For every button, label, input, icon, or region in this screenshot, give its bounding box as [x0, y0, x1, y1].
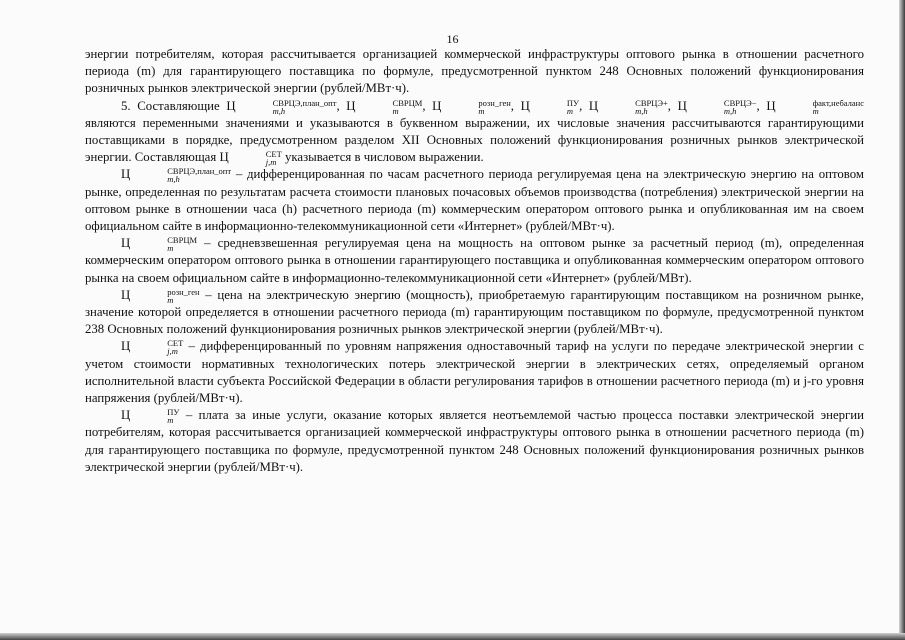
paragraph-5: 5. Составляющие Ц СВРЦЭ,план_опт m,h , Ц СВРЦМ m , Ц розн_ген m , Ц ПУ m , Ц СВРЦЭ+ m,h , Ц СВРЦЭ− m,h , Ц факт,небаланс m являются переменными значениями и указываются в буквенном выражении, их числовые значения рассчитываются гарантирующими поставщиками в порядке, предусмотренном разделом XII Основных положений функционирования розничных рынков электрической энергии. Составляющая Ц СЕТ j,m указывается в числовом выражении. — [85, 97, 864, 168]
symbol-svrce-plus: Ц СВРЦЭ+ m,h — [588, 97, 668, 116]
definition-symbol: Ц СЕТ j,m — [121, 338, 184, 357]
definition-symbol: Ц ПУ m — [121, 407, 180, 426]
page-number: 16 — [446, 32, 459, 46]
symbol-svrce-plan-opt: Ц СВРЦЭ,план_опт m,h — [226, 97, 337, 116]
definition-pu — [85, 407, 864, 476]
definition-set — [85, 338, 864, 407]
symbol-rozn-gen: Ц розн_ген m — [432, 97, 511, 116]
paragraph-continuation: энергии потребителям, которая рассчитывается организацией коммерческой инфраструктуры оптового рынка в отношении расчетного периода (m) для гарантирующего поставщика по формуле, предусмотренной пунктом 248 Основных положений функционирования розничных рынков электрической энергии (рублей/МВт·ч). — [85, 47, 864, 96]
symbol-pu: Ц ПУ m — [520, 97, 580, 116]
scan-edge-right — [899, 0, 905, 640]
symbol-svrce-minus: Ц СВРЦЭ− m,h — [677, 97, 757, 116]
definition-symbol: Ц СВРЦЭ,план_опт m,h — [121, 166, 232, 185]
definition-text: – дифференцированный по уровням напряжения одноставочный тариф на услуги по передаче электрической энергии с учетом стоимости нормативных технологических потерь электрической энергии в электрических сетях, определяемый органом исполнительной власти субъекта Российской Федерации в области регулирования тарифов в отношении расчетного периода (m) и j-го уровня напряжения (рублей/МВт·ч). — [85, 339, 864, 406]
symbol-set: Ц СЕТ j,m — [219, 149, 282, 168]
symbol-fakt-nebalans: Ц факт,небаланс m — [766, 97, 864, 116]
symbol-svrcm: Ц СВРЦМ m — [346, 97, 423, 116]
definition-rozn-gen — [85, 287, 864, 339]
paragraph-text: указывается в числовом выражении. — [284, 150, 484, 165]
definition-svrce-plan-opt — [85, 166, 864, 235]
paragraph-lead: 5. Составляющие — [121, 98, 220, 113]
paragraph-text: являются переменными значениями и указываются в буквенном выражении, их числовые значения рассчитываются гарантирующими поставщиками в порядке, предусмотренном разделом XII Основных положений функционирования розничных рынков электрической энергии. Составляющая — [85, 115, 864, 165]
definition-text: – дифференцированная по часам расчетного периода регулируемая цена на электрическую энергию на оптовом рынке, определенная по результатам расчета стоимости плановых почасовых объемов производства (потребления) электрической энергии на оптовом рынке в отношении часа (h) расчетного периода (m) коммерческим оператором оптового рынка и опубликованная им на своем официальном сайте в информационно-телекоммуникационной сети «Интернет» (рублей/МВт·ч). — [85, 167, 864, 234]
scan-edge-bottom — [0, 633, 905, 640]
definition-text: – цена на электрическую энергию (мощность), приобретаемую гарантирующим поставщиком на розничном рынке, значение которой определяется в отношении расчетного периода (m) гарантирующим поставщиком по формуле, предусмотренной пунктом 238 Основных положений функционирования розничных рынков электрической энергии (рублей/МВт·ч). — [85, 287, 865, 337]
document-body — [85, 46, 864, 476]
definition-text: – средневзвешенная регулируемая цена на мощность на оптовом рынке за расчетный период (m), определенная коммерческим оператором оптового рынка в отношении гарантирующего поставщика и опубликованная коммерческим оператором оптового рынка на своем официальном сайте в информационно-телекоммуникационной сети «Интернет» (рублей/МВт). — [85, 236, 865, 285]
definition-svrcm — [85, 235, 864, 287]
definition-symbol: Ц розн_ген m — [121, 286, 200, 305]
definition-text: – плата за иные услуги, оказание которых является неотъемлемой частью процесса поставки электрической энергии потребителям, которая рассчитывается организацией коммерческой инфраструктуры оптового рынка в отношении расчетного периода (m) для гарантирующего поставщика по формуле, предусмотренной пунктом 248 Основных положений функционирования розничных рынков электрической энергии (рублей/МВт·ч). — [85, 408, 864, 474]
definition-symbol: Ц СВРЦМ m — [121, 235, 198, 254]
